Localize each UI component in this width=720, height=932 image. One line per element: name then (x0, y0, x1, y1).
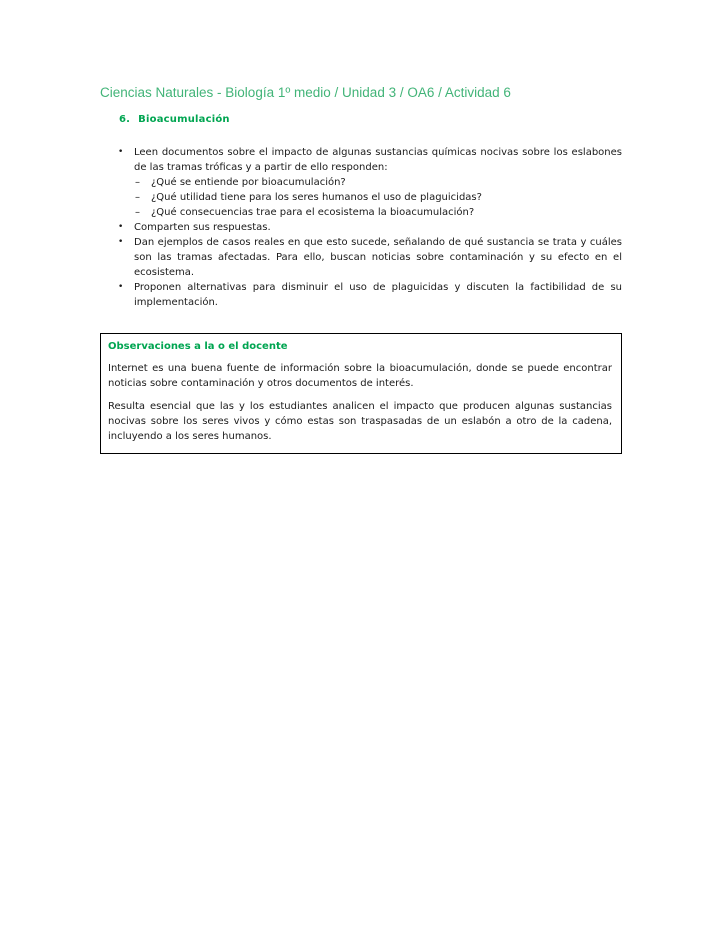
teacher-observations-box (100, 333, 622, 454)
list-item (100, 145, 622, 175)
observations-paragraph: Internet es una buena fuente de información sobre la bioacumulación, donde se puede encontrar noticias sobre contaminación y otros documentos de interés. (108, 363, 612, 389)
section-title: Bioacumulación (138, 114, 230, 125)
list-item-text: Dan ejemplos de casos reales en que esto sucede, señalando de qué sustancia se trata y cuáles son las tramas afectadas. Para ello, buscan noticias sobre contaminación y su efecto en el ecosistema. (134, 237, 622, 278)
section-number: 6. (119, 114, 131, 125)
sub-list-item-text: ¿Qué consecuencias trae para el ecosistema la bioacumulación? (151, 207, 475, 218)
list-item-text: Leen documentos sobre el impacto de algunas sustancias químicas nocivas sobre los eslabones de las tramas tróficas y a partir de ello responden: (134, 147, 622, 173)
list-item (100, 235, 622, 280)
list-item (100, 220, 622, 235)
observations-paragraph: Resulta esencial que las y los estudiantes analicen el impacto que producen algunas sustancias nocivas sobre los seres vivos y cómo estas son traspasadas de un eslabón a otro de la cadena, incluyendo a los seres humanos. (108, 401, 612, 442)
sub-list-item (100, 190, 622, 205)
dash-marker: – (135, 192, 140, 203)
bullet-marker: • (118, 237, 124, 247)
bullet-marker: • (118, 147, 124, 157)
sub-list-item-text: ¿Qué se entiende por bioacumulación? (151, 177, 346, 188)
section-heading (119, 114, 622, 126)
list-item (100, 280, 622, 310)
sub-list-item-text: ¿Qué utilidad tiene para los seres humanos el uso de plaguicidas? (151, 192, 482, 203)
bullet-marker: • (118, 222, 124, 232)
sub-list-item (100, 175, 622, 190)
list-item-text: Comparten sus respuestas. (134, 222, 271, 233)
dash-marker: – (135, 177, 140, 188)
observations-box-title: Observaciones a la o el docente (108, 341, 288, 352)
sub-list-item (100, 205, 622, 220)
activity-steps-list (100, 145, 622, 310)
document-title: Ciencias Naturales - Biología 1º medio / Unidad 3 / OA6 / Actividad 6 (100, 85, 511, 100)
bullet-marker: • (118, 282, 124, 292)
list-item-text: Proponen alternativas para disminuir el uso de plaguicidas y discuten la factibilidad de su implementación. (134, 282, 622, 308)
dash-marker: – (135, 207, 140, 218)
